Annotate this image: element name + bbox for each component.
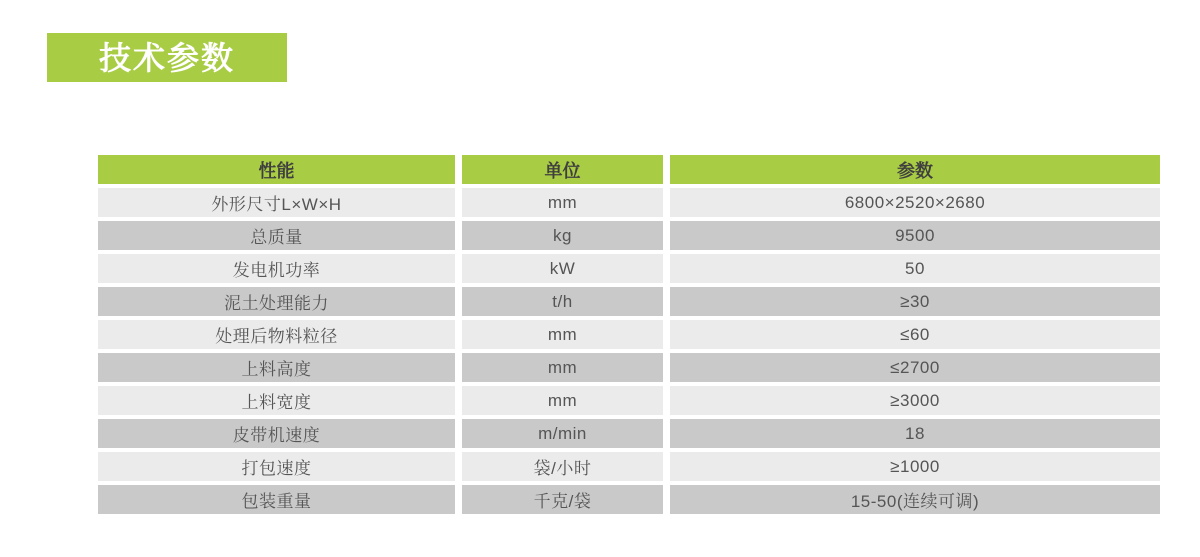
spec-table [91, 151, 1167, 518]
table-row [98, 320, 1160, 349]
section-title-badge [47, 33, 287, 82]
table-header-row [98, 155, 1160, 184]
spec-name: 包装重量 [98, 485, 455, 514]
spec-name: 皮带机速度 [98, 419, 455, 448]
spec-name: 处理后物料粒径 [98, 320, 455, 349]
spec-name: 外形尺寸L×W×H [98, 188, 455, 217]
table-row [98, 254, 1160, 283]
spec-name: 打包速度 [98, 452, 455, 481]
spec-unit: kg [462, 221, 663, 250]
spec-unit: mm [462, 386, 663, 415]
spec-name: 上料高度 [98, 353, 455, 382]
spec-value: 9500 [670, 221, 1160, 250]
spec-unit: 千克/袋 [462, 485, 663, 514]
column-header-performance: 性能 [98, 155, 455, 184]
spec-value: ≥30 [670, 287, 1160, 316]
spec-value: ≥3000 [670, 386, 1160, 415]
spec-unit: kW [462, 254, 663, 283]
column-header-parameter: 参数 [670, 155, 1160, 184]
spec-value: 50 [670, 254, 1160, 283]
spec-unit: mm [462, 188, 663, 217]
table-row [98, 485, 1160, 514]
spec-unit: mm [462, 320, 663, 349]
spec-value: 15-50(连续可调) [670, 485, 1160, 514]
spec-value: 6800×2520×2680 [670, 188, 1160, 217]
column-header-unit: 单位 [462, 155, 663, 184]
spec-value: ≥1000 [670, 452, 1160, 481]
spec-name: 发电机功率 [98, 254, 455, 283]
spec-name: 总质量 [98, 221, 455, 250]
spec-name: 上料宽度 [98, 386, 455, 415]
spec-value: 18 [670, 419, 1160, 448]
table-row [98, 419, 1160, 448]
section-title: 技术参数 [98, 39, 235, 76]
table-row [98, 188, 1160, 217]
spec-value: ≤60 [670, 320, 1160, 349]
table-row [98, 221, 1160, 250]
table-row [98, 353, 1160, 382]
spec-unit: mm [462, 353, 663, 382]
spec-unit: 袋/小时 [462, 452, 663, 481]
spec-name: 泥土处理能力 [98, 287, 455, 316]
table-row [98, 452, 1160, 481]
spec-unit: m/min [462, 419, 663, 448]
spec-unit: t/h [462, 287, 663, 316]
table-row [98, 386, 1160, 415]
table-row [98, 287, 1160, 316]
spec-value: ≤2700 [670, 353, 1160, 382]
